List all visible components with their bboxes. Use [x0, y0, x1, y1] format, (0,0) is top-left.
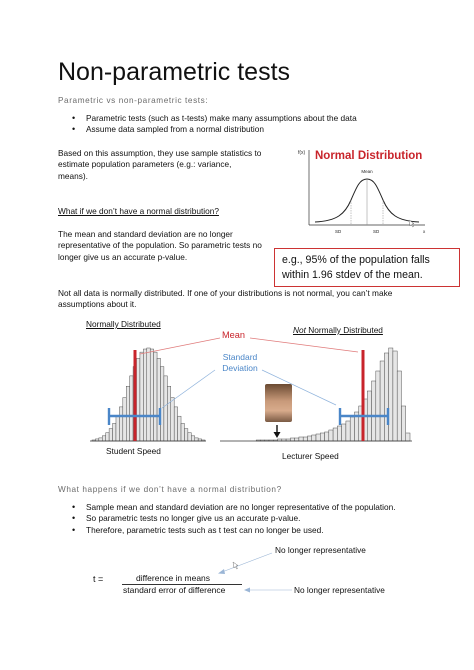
histogram-bar [140, 352, 143, 441]
normal-figure-title: Normal Distribution [315, 150, 423, 162]
down-arrow-icon [274, 432, 281, 438]
lecturer-photo [265, 384, 292, 422]
not-word: Not [293, 325, 306, 335]
histogram-bar [171, 398, 174, 441]
top-arrow-head-icon [218, 569, 225, 574]
page-title: Non-parametric tests [58, 58, 291, 86]
assumption-paragraph: Based on this assumption, they use sample statistics to estimate population parameters (e.g.: variance, means). [58, 148, 262, 181]
histogram-bar [126, 386, 129, 441]
histogram-bar [181, 423, 184, 441]
histogram-bar [329, 430, 333, 441]
histogram-bar [372, 381, 376, 441]
histogram-bar [406, 433, 410, 441]
histogram-bar [147, 348, 150, 441]
formula-numerator: difference in means [136, 573, 211, 583]
histogram-bar [99, 438, 102, 441]
histogram-bar [154, 352, 157, 441]
histogram-bar [325, 432, 329, 441]
list-item: • Sample mean and standard deviation are no longer representative of the population. [71, 502, 461, 513]
histogram-bar [137, 358, 140, 441]
cursor-icon [233, 562, 238, 569]
histogram-figure [0, 330, 474, 460]
note-bottom: No longer representative [294, 585, 385, 595]
histogram-bar [342, 424, 346, 441]
histogram-bar [320, 433, 324, 441]
histogram-bar [384, 353, 388, 441]
section-heading-what-happens: What happens if we don’t have a normal distribution? [58, 485, 282, 494]
list-item: • Therefore, parametric tests such as t test can no longer be used. [71, 525, 461, 536]
histogram-bar [337, 426, 341, 441]
std-dev-label: Standard Deviation [222, 352, 258, 373]
top-arrow-line [222, 553, 272, 572]
question-heading: What if we don’t have a normal distribution? [58, 206, 219, 216]
histogram-bar [178, 416, 181, 441]
histogram-bar [312, 435, 316, 441]
histogram-bar [393, 351, 397, 441]
histogram-bar [123, 398, 126, 441]
histogram-bar [307, 436, 311, 441]
histogram-bar [191, 436, 194, 441]
histogram-bar [143, 349, 146, 441]
histogram-bar [389, 348, 393, 441]
not-normal-paragraph: Not all data is normally distributed. If one of your distributions is not normal, you can’t make assumptions about it. [58, 288, 393, 310]
histogram-bar [346, 421, 350, 441]
histogram-bar [303, 437, 307, 441]
right-title-rest: Normally Distributed [305, 325, 383, 335]
representative-paragraph: The mean and standard deviation are no longer representative of the population. So parametric tests no longer give us an accurate p-value. [58, 229, 262, 262]
histogram-bar [350, 417, 354, 441]
histogram-bar [113, 423, 116, 441]
mean-pointer-left [140, 338, 220, 354]
x-axis-label: x [423, 229, 426, 234]
histogram-bar [174, 407, 177, 441]
histogram-bar [106, 433, 109, 441]
histogram-bar [160, 367, 163, 441]
histogram-bar [109, 429, 112, 441]
bottom-arrow-head-icon [244, 588, 250, 593]
sd-right-label: SD [373, 229, 380, 234]
section-heading-parametric: Parametric vs non-parametric tests: [58, 96, 209, 105]
list-item: • So parametric tests no longer give us an accurate p-value. [71, 513, 461, 524]
histogram-bar [188, 433, 191, 441]
student-speed-caption: Student Speed [106, 446, 161, 456]
histogram-bar [316, 434, 320, 441]
callout-box: e.g., 95% of the population falls within 1.96 stdev of the mean. [274, 248, 460, 287]
consequence-bullet-list [71, 502, 461, 536]
histogram-bar [295, 438, 299, 441]
histogram-bar [130, 376, 133, 441]
parametric-bullet-list [71, 113, 431, 136]
histogram-bar [195, 438, 198, 441]
histogram-bar [164, 376, 167, 441]
normal-distribution-figure [295, 142, 435, 240]
lecturer-speed-caption: Lecturer Speed [282, 451, 339, 461]
left-histogram-title: Normally Distributed [86, 319, 161, 329]
histogram-bar [116, 416, 119, 441]
mean-pointer-right [250, 338, 358, 352]
note-top: No longer representative [275, 545, 366, 555]
histogram-bar [119, 407, 122, 441]
histogram-bar [333, 428, 337, 441]
formula-arrows [200, 550, 320, 600]
list-item: • Assume data sampled from a normal distribution [71, 124, 431, 135]
formula-denominator: standard error of difference [123, 585, 226, 595]
histogram-bar [397, 371, 401, 441]
histogram-bar [299, 437, 303, 441]
histogram-bar [290, 438, 294, 441]
mean-label: Mean [361, 169, 373, 174]
mean-label-center: Mean [222, 330, 245, 340]
histogram-bar [167, 386, 170, 441]
sd-left-label: SD [335, 229, 342, 234]
histogram-bar [380, 361, 384, 441]
histogram-bar [157, 358, 160, 441]
histogram-bar [150, 349, 153, 441]
histogram-bar [102, 436, 105, 441]
histogram-bar [401, 406, 405, 441]
t-equals: t = [93, 574, 104, 584]
left-histogram [92, 348, 205, 441]
histogram-bar [184, 429, 187, 441]
histogram-bar [376, 371, 380, 441]
list-item: • Parametric tests (such as t-tests) make many assumptions about the data [71, 113, 431, 124]
normal-ylabel: f(x) [298, 150, 306, 156]
